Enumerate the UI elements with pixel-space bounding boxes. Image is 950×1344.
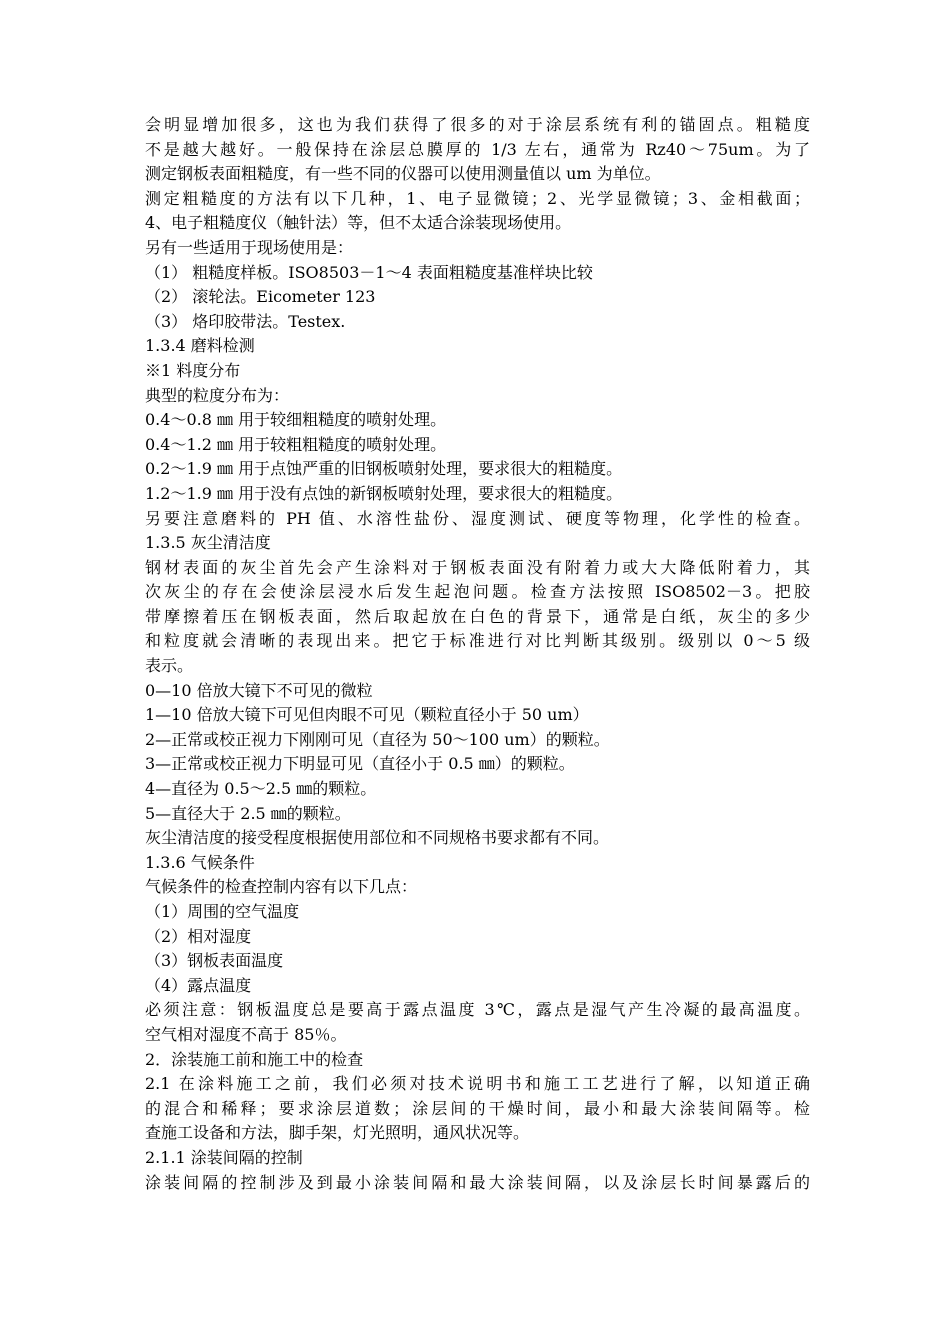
text-line: 1.2～1.9 ㎜ 用于没有点蚀的新钢板喷射处理，要求很大的粗糙度。 <box>145 483 623 503</box>
text-line: 典型的粒度分布为： <box>145 385 290 405</box>
text-line: 空气相对湿度不高于 85％。 <box>145 1024 347 1044</box>
text-line: （3） 烙印胶带法。Testex. <box>145 311 346 331</box>
text-line: 2.1 在涂料施工之前，我们必须对技术说明书和施工工艺进行了解，以知道正确 <box>145 1074 810 1094</box>
document-body <box>145 113 810 1195</box>
text-line: 2—正常或校正视力下刚刚可见（直径为 50～100 um）的颗粒。 <box>145 729 610 749</box>
text-line: （2）相对湿度 <box>145 926 252 946</box>
text-line: 灰尘清洁度的接受程度根据使用部位和不同规格书要求都有不同。 <box>145 828 610 848</box>
text-line: 0.4～1.2 ㎜ 用于较粗粗糙度的喷射处理。 <box>145 434 447 454</box>
text-line: 涂装间隔的控制涉及到最小涂装间隔和最大涂装间隔，以及涂层长时间暴露后的 <box>145 1172 810 1192</box>
text-line: 钢材表面的灰尘首先会产生涂料对于钢板表面没有附着力或大大降低附着力，其 <box>145 557 810 577</box>
text-line: 气候条件的检查控制内容有以下几点： <box>145 877 418 897</box>
text-line: 2．涂装施工前和施工中的检查 <box>145 1049 364 1069</box>
text-line: 的混合和稀释；要求涂层道数；涂层间的干燥时间，最小和最大涂装间隔等。检 <box>145 1098 810 1118</box>
text-line: 测定钢板表面粗糙度，有一些不同的仪器可以使用测量值以 um 为单位。 <box>145 164 661 184</box>
text-line: 1—10 倍放大镜下可见但肉眼不可见（颗粒直径小于 50 um） <box>145 705 589 725</box>
text-line: 次灰尘的存在会使涂层浸水后发生起泡问题。检查方法按照 ISO8502－3。把胶 <box>145 582 810 602</box>
text-line: 和粒度就会清晰的表现出来。把它于标准进行对比判断其级别。级别以 0～5 级 <box>145 631 810 651</box>
text-line: 会明显增加很多，这也为我们获得了很多的对于涂层系统有利的锚固点。粗糙度 <box>145 115 810 134</box>
text-line: 0.4～0.8 ㎜ 用于较细粗糙度的喷射处理。 <box>145 410 447 430</box>
text-line: 3—正常或校正视力下明显可见（直径小于 0.5 ㎜）的颗粒。 <box>145 754 575 774</box>
text-line: 1.3.5 灰尘清洁度 <box>145 533 271 553</box>
text-line: 查施工设备和方法，脚手架，灯光照明，通风状况等。 <box>145 1123 530 1143</box>
text-line: 4—直径为 0.5～2.5 ㎜的颗粒。 <box>145 779 377 799</box>
text-line: （3）钢板表面温度 <box>145 951 284 971</box>
text-line: 另要注意磨料的 PH 值、水溶性盐份、湿度测试、硬度等物理，化学性的检查。 <box>145 508 810 528</box>
text-line: 5—直径大于 2.5 ㎜的颗粒。 <box>145 803 351 823</box>
text-line: 不是越大越好。一般保持在涂层总膜厚的 1/3 左右，通常为 Rz40～75um。为了 <box>145 139 810 159</box>
text-line: 4、电子粗糙度仪（触针法）等，但不太适合涂装现场使用。 <box>145 213 572 233</box>
text-line: 1.3.4 磨料检测 <box>145 336 255 356</box>
text-line: （2） 滚轮法。Eicometer 123 <box>145 287 376 307</box>
text-line: 表示。 <box>145 656 194 676</box>
text-line: 带摩擦着压在钢板表面，然后取起放在白色的背景下，通常是白纸，灰尘的多少 <box>145 606 810 626</box>
text-line: （1） 粗糙度样板。ISO8503－1～4 表面粗糙度基准样块比较 <box>145 262 593 282</box>
text-line: 0.2～1.9 ㎜ 用于点蚀严重的旧钢板喷射处理，要求很大的粗糙度。 <box>145 459 623 479</box>
text-line: 0—10 倍放大镜下不可见的微粒 <box>145 680 373 700</box>
text-line: 必须注意：钢板温度总是要高于露点温度 3℃，露点是湿气产生冷凝的最高温度。 <box>145 1000 810 1020</box>
text-line: 1.3.6 气候条件 <box>145 852 255 872</box>
text-line: （4）露点温度 <box>145 975 252 995</box>
text-line: 2.1.1 涂装间隔的控制 <box>145 1147 303 1167</box>
text-line: 测定粗糙度的方法有以下几种，1、电子显微镜；2、光学显微镜；3、金相截面； <box>145 188 810 208</box>
text-line: 另有一些适用于现场使用是： <box>145 237 354 257</box>
text-line: ※1 料度分布 <box>145 360 241 380</box>
text-line: （1）周围的空气温度 <box>145 902 300 921</box>
